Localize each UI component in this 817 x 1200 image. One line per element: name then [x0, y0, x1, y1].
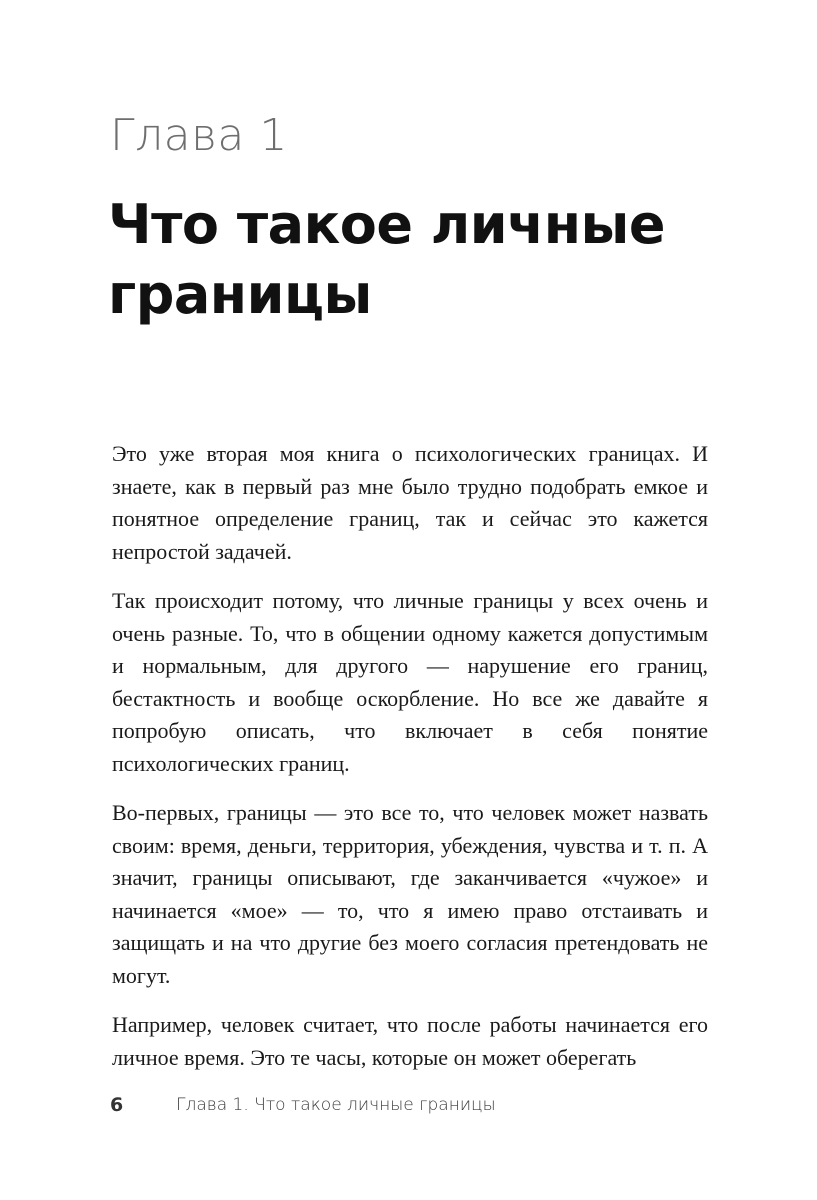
- chapter-title: Что такое личные границы: [108, 193, 665, 326]
- paragraph-2: Так происходит потому, что личные границы у всех очень и очень разные. То, что в общении одному кажется допустимым и нормальным, для другого — нарушение его границ, бестактность и вообще оскорбление. Но все же давайте я попробую описать, что включает в себя понятие психологических границ.: [112, 588, 708, 776]
- paragraph-4: Например, человек считает, что после работы начинается его личное время. Это те часы, которые он может оберегать: [112, 1012, 708, 1070]
- paragraph-1: Это уже вторая моя книга о психологических границах. И знаете, как в первый раз мне было трудно подобрать емкое и понятное определение границ, так и сейчас это кажется непростой задачей.: [112, 441, 708, 564]
- body-text: [112, 438, 708, 1091]
- chapter-label: Глава 1: [110, 110, 288, 161]
- page-number: 6: [110, 1094, 124, 1116]
- paragraph-3: Во-первых, границы — это все то, что человек может назвать своим: время, деньги, территория, убеждения, чувства и т. п. А значит, границы описывают, где заканчивается «чужое» и начинается «мое» — то, что я имею право отстаивать и защищать и на что другие без моего согласия претендовать не могут.: [112, 800, 708, 988]
- running-header: Глава 1. Что такое личные границы: [176, 1095, 496, 1115]
- page-footer: [110, 1090, 496, 1120]
